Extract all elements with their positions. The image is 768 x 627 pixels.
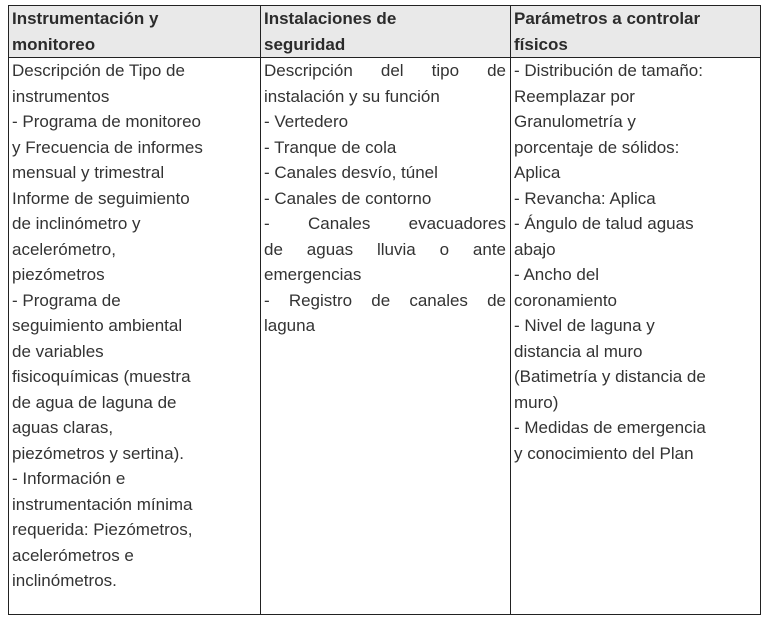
header-line: físicos (514, 34, 568, 54)
cell-line: - Canales desvío, túnel (264, 163, 438, 182)
header-line: Parámetros a controlar (514, 9, 701, 28)
cell-line: instalación y su función (264, 86, 440, 106)
cell-line: acelerómetro, (12, 239, 116, 259)
cell-line: muro) (514, 392, 559, 412)
cell-line: - Registro de canales de (264, 290, 506, 310)
header-line: Instalaciones de (264, 9, 397, 28)
cell-line: y Frecuencia de informes (12, 137, 203, 157)
cell-line: piezómetros y sertina). (12, 443, 184, 463)
cell-line: - Información e (12, 469, 126, 488)
cell-line: fisicoquímicas (muestra (12, 367, 191, 386)
cell-line: acelerómetros e (12, 545, 134, 565)
cell-line: de agua de laguna de (12, 392, 177, 412)
cell-parametros (511, 58, 761, 615)
cell-line: - Tranque de cola (264, 137, 397, 157)
cell-line: - Revancha: Aplica (514, 188, 656, 208)
cell-line: requerida: Piezómetros, (12, 520, 193, 539)
cell-line: de aguas lluvia o ante (264, 239, 506, 259)
cell-line: - Vertedero (264, 112, 349, 131)
cell-line: - Distribución de tamaño: (514, 61, 703, 80)
cell-line: porcentaje de sólidos: (514, 137, 680, 157)
cell-line: Descripción de Tipo de (12, 61, 185, 80)
cell-line: - Programa de (12, 290, 121, 310)
cell-instalaciones (261, 58, 511, 615)
cell-line: (Batimetría y distancia de (514, 367, 706, 386)
cell-line: - Ancho del (514, 265, 600, 284)
header-instalaciones-seguridad (261, 6, 511, 58)
header-line: seguridad (264, 34, 346, 54)
cell-line: - Canales evacuadores (264, 214, 506, 233)
cell-line: instrumentos (12, 86, 110, 106)
header-parametros-controlar (511, 6, 761, 58)
cell-line: instrumentación mínima (12, 494, 193, 514)
cell-line: abajo (514, 239, 556, 259)
cell-line: Descripción del tipo de (264, 61, 506, 80)
cell-line: - Ángulo de talud aguas (514, 214, 694, 233)
cell-line: Granulometría y (514, 112, 636, 131)
document-table (8, 5, 761, 615)
cell-line: piezómetros (12, 265, 105, 284)
header-line: Instrumentación y (12, 9, 159, 28)
table-header-row (9, 6, 761, 58)
cell-line: coronamiento (514, 290, 618, 310)
cell-line: Reemplazar por (514, 86, 635, 106)
cell-line: de variables (12, 341, 104, 361)
cell-line: - Nivel de laguna y (514, 316, 655, 335)
cell-line: - Medidas de emergencia (514, 418, 706, 437)
header-instrumentacion-monitoreo (9, 6, 261, 58)
header-line: monitoreo (12, 34, 96, 54)
cell-line: y conocimiento del Plan (514, 443, 694, 463)
table-row (9, 58, 761, 615)
cell-instrumentacion (9, 58, 261, 615)
cell-line: emergencias (264, 265, 362, 284)
cell-line: - Programa de monitoreo (12, 112, 201, 131)
cell-line: - Canales de contorno (264, 188, 432, 208)
cell-line: Aplica (514, 163, 561, 182)
cell-line: laguna (264, 316, 316, 335)
cell-line: distancia al muro (514, 341, 643, 361)
cell-line: inclinómetros. (12, 571, 117, 590)
cell-line: aguas claras, (12, 418, 114, 437)
cell-line: Informe de seguimiento (12, 188, 190, 208)
cell-line: de inclinómetro y (12, 214, 141, 233)
cell-line: mensual y trimestral (12, 163, 165, 182)
cell-line: seguimiento ambiental (12, 316, 183, 335)
